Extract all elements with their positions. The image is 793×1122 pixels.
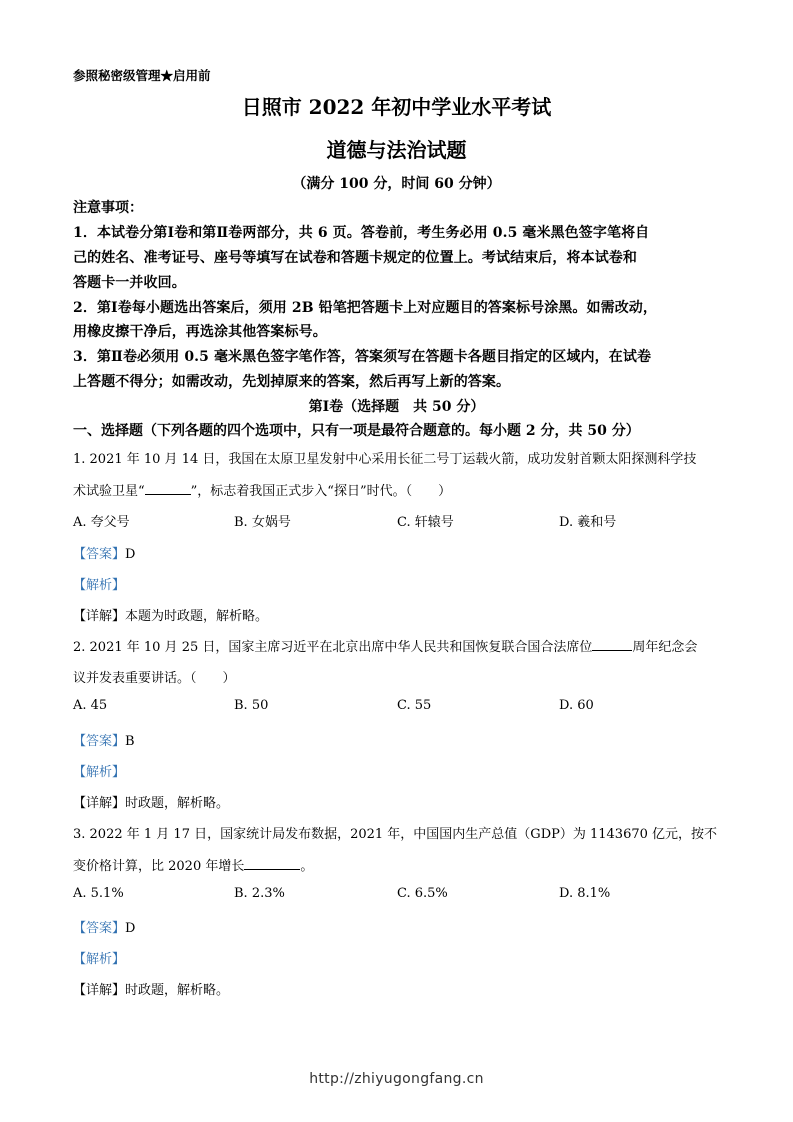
subject-title: 道德与法治试题 [326, 138, 467, 162]
note-line: 1．本试卷分第Ⅰ卷和第Ⅱ卷两部分，共 6 页。答卷前，考生务必用 0.5 毫米黑色签字笔将自 [73, 225, 650, 241]
question-3-stem: 3. 2022 年 1 月 17 日，国家统计局发布数据，2021 年，中国国内生产总值（GDP）为 1143670 亿元，按不 [73, 827, 718, 842]
note-line: 3．第Ⅱ卷必须用 0.5 毫米黑色签字笔作答，答案须写在答题卡各题目指定的区域内，在试卷 [73, 349, 652, 365]
confidentiality-label: 参照秘密级管理★启用前 [73, 68, 211, 83]
option-a: A. 5.1% [73, 886, 124, 901]
analysis-tag: 【解析】 [73, 578, 126, 593]
detail-tag: 【详解】 [73, 983, 126, 998]
exam-subtitle: （满分 100 分，时间 60 分钟） [292, 176, 501, 192]
option-c: C. 轩辕号 [397, 515, 454, 530]
answer-blank [244, 857, 300, 870]
answer-line [73, 730, 135, 749]
answer-line [73, 917, 135, 936]
answer-blank [592, 638, 632, 651]
question-text: 2. 2021 年 10 月 25 日，国家主席习近平在北京出席中华人民共和国恢复联合国合法席位 [73, 640, 593, 655]
detail-tag: 【详解】 [73, 796, 126, 811]
detail-text: 时政题，解析略。 [125, 983, 230, 998]
answer-value: D [125, 921, 136, 936]
option-b: B. 女娲号 [234, 515, 291, 530]
option-b: B. 50 [234, 698, 269, 713]
detail-tag: 【详解】 [73, 609, 126, 624]
answer-tag: 【答案】 [73, 547, 126, 562]
analysis-tag: 【解析】 [73, 952, 126, 967]
question-text: ”，标志着我国正式步入“探日”时代。（ ） [190, 484, 452, 499]
answer-blank [145, 482, 191, 495]
note-line: 上答题不得分；如需改动，先划掉原来的答案，然后再写上新的答案。 [73, 374, 511, 390]
option-a: A. 夸父号 [73, 515, 130, 530]
note-line: 己的姓名、准考证号、座号等填写在试卷和答题卡规定的位置上。考试结束后，将本试卷和 [73, 250, 637, 266]
analysis-line [73, 948, 125, 967]
question-text: 术试验卫星“ [73, 484, 145, 499]
answer-line [73, 543, 135, 562]
note-line: 答题卡一并收回。 [73, 275, 186, 291]
detail-line [73, 605, 268, 624]
analysis-line [73, 761, 125, 780]
notes-heading: 注意事项： [73, 200, 143, 216]
option-c: C. 6.5% [397, 886, 448, 901]
answer-value: D [125, 547, 136, 562]
answer-tag: 【答案】 [73, 734, 126, 749]
question-2-stem [73, 636, 697, 655]
question-2-stem-cont: 议并发表重要讲话。（ ） [73, 671, 236, 686]
section-title: 第Ⅰ卷（选择题 共 50 分） [308, 399, 485, 415]
option-d: D. 8.1% [559, 886, 611, 901]
option-a: A. 45 [73, 698, 108, 713]
part-heading: 一、选择题（下列各题的四个选项中，只有一项是最符合题意的。每小题 2 分，共 50 分） [73, 423, 640, 439]
analysis-tag: 【解析】 [73, 765, 126, 780]
question-text: 周年纪念会 [632, 640, 698, 655]
note-line: 2．第Ⅰ卷每小题选出答案后，须用 2B 铅笔把答题卡上对应题目的答案标号涂黑。如需改动， [73, 300, 658, 316]
detail-line [73, 792, 229, 811]
detail-line [73, 979, 229, 998]
answer-value: B [125, 734, 135, 749]
exam-title: 日照市 2022 年初中学业水平考试 [241, 95, 552, 119]
question-3-stem-cont [73, 855, 313, 874]
question-text: 。 [300, 859, 314, 874]
question-text: 变价格计算，比 2020 年增长 [73, 859, 245, 874]
question-1-stem: 1. 2021 年 10 月 14 日，我国在太原卫星发射中心采用长征二号丁运载火箭，成功发射首颗太阳探测科学技 [73, 452, 697, 467]
footer-url: http://zhiyugongfang.cn [309, 1071, 484, 1087]
option-d: D. 60 [559, 698, 594, 713]
option-b: B. 2.3% [234, 886, 285, 901]
detail-text: 时政题，解析略。 [125, 796, 230, 811]
note-line: 用橡皮擦干净后，再选涂其他答案标号。 [73, 324, 327, 340]
detail-text: 本题为时政题，解析略。 [125, 609, 269, 624]
analysis-line [73, 574, 125, 593]
answer-tag: 【答案】 [73, 921, 126, 936]
option-d: D. 羲和号 [559, 515, 617, 530]
question-1-stem-cont [73, 480, 451, 499]
option-c: C. 55 [397, 698, 432, 713]
